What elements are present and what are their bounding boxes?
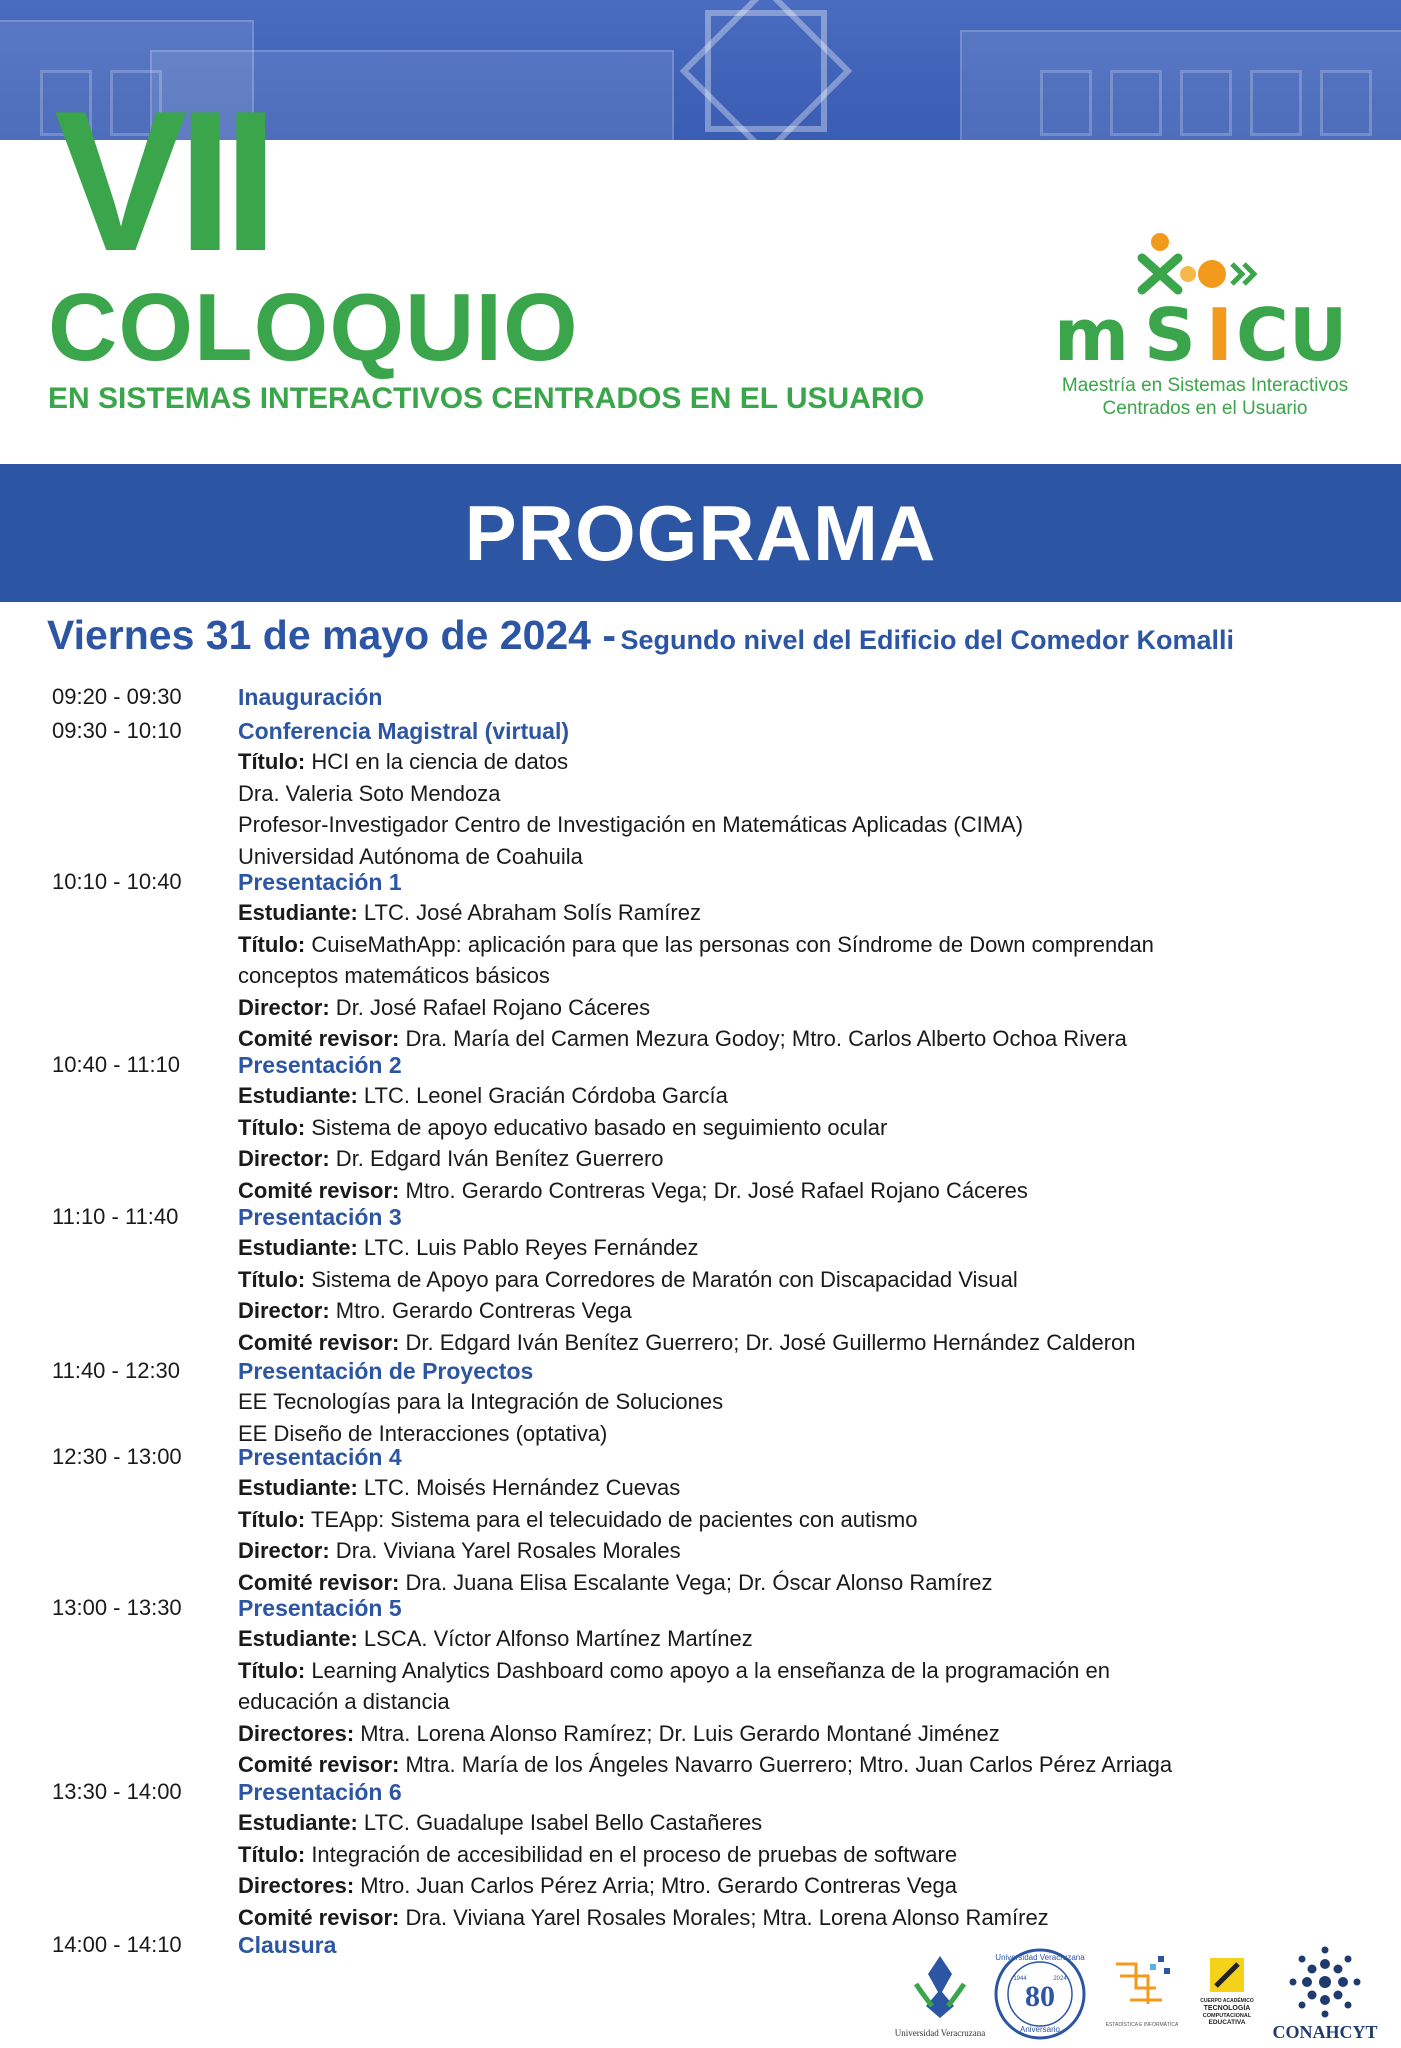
detail-label: Directores:: [238, 1720, 355, 1746]
schedule-detail-line: [238, 1688, 450, 1716]
schedule-time: 13:00 - 13:30: [52, 1595, 182, 1620]
detail-text: Integración de accesibilidad en el proceso de pruebas de software: [305, 1841, 958, 1867]
detail-text: Mtra. María de los Ángeles Navarro Guerrero; Mtro. Juan Carlos Pérez Arriaga: [399, 1752, 1173, 1777]
detail-label: Comité revisor:: [238, 1026, 400, 1051]
schedule-detail-line: [238, 1025, 1127, 1053]
svg-text:I: I: [1206, 293, 1233, 377]
schedule-detail-line: [238, 1841, 957, 1869]
svg-text:S: S: [1144, 293, 1196, 377]
detail-text: Mtro. Gerardo Contreras Vega: [329, 1298, 632, 1324]
detail-label: Directores:: [238, 1873, 355, 1899]
fei-logo-text: ESTADÍSTICA E INFORMÁTICA: [1105, 2022, 1179, 2028]
schedule-session-title: Clausura: [238, 1932, 337, 1958]
detail-label: Comité revisor:: [238, 1904, 400, 1930]
event-title: COLOQUIO: [48, 274, 579, 381]
detail-text: conceptos matemáticos básicos: [238, 963, 550, 989]
detail-label: Título:: [238, 1266, 306, 1292]
schedule-detail-line: [238, 1625, 753, 1653]
detail-label: Estudiante:: [238, 1810, 358, 1836]
detail-text: Learning Analytics Dashboard como apoyo a la enseñanza de la programación en: [305, 1657, 1110, 1683]
schedule-detail-line: [238, 811, 1023, 839]
sponsor-logos: [880, 1944, 1390, 2044]
ca-line3: COMPUTACIONAL: [1202, 2013, 1252, 2019]
detail-text: Dr. Edgard Iván Benítez Guerrero; Dr. José Guillermo Hernández Calderon: [399, 1329, 1136, 1355]
detail-text: EE Diseño de Interacciones (optativa): [238, 1420, 608, 1446]
schedule-detail-line: [238, 1329, 1136, 1357]
schedule-detail-line: [238, 1114, 887, 1142]
detail-label: Estudiante:: [238, 900, 358, 926]
schedule-detail-line: [238, 1266, 1018, 1294]
ca-tce-logo-icon: [1200, 1958, 1254, 2026]
logo-caption-line2: Centrados en el Usuario: [1102, 398, 1308, 419]
schedule-time: 09:20 - 09:30: [52, 684, 182, 709]
fei-logo-icon: [1106, 1954, 1179, 2028]
uv-logo-icon: [895, 1956, 986, 2038]
conahcyt-logo-icon: [1272, 1947, 1377, 2043]
schedule-detail-line: [238, 748, 568, 776]
schedule-session-title: Presentación 1: [238, 869, 402, 895]
event-location: Segundo nivel del Edificio del Comedor Komalli: [620, 625, 1235, 655]
schedule-session-title: Presentación 3: [238, 1204, 402, 1230]
detail-text: Sistema de Apoyo para Corredores de Maratón con Discapacidad Visual: [305, 1266, 1018, 1292]
schedule-detail-line: [238, 1904, 1049, 1932]
anniv-year-start: 1944: [1013, 1976, 1027, 1982]
anniv-year-end: 2024: [1053, 1976, 1067, 1982]
anniv-top-text: Universidad Veracruzana: [995, 1953, 1085, 1962]
detail-label: Director:: [238, 1146, 330, 1172]
detail-label: Título:: [238, 1114, 306, 1140]
schedule-time: 14:00 - 14:10: [52, 1932, 182, 1957]
anniv-number: 80: [1025, 1980, 1055, 2013]
schedule-session-title: Presentación 2: [238, 1052, 402, 1078]
detail-text: Profesor-Investigador Centro de Investigación en Matemáticas Aplicadas (CIMA): [238, 812, 1024, 838]
detail-text: LTC. Moisés Hernández Cuevas: [357, 1475, 681, 1501]
schedule-detail-line: [238, 1297, 632, 1325]
schedule-detail-line: [238, 962, 550, 990]
schedule-time: 13:30 - 14:00: [52, 1779, 182, 1804]
schedule-session-title: Presentación 4: [238, 1444, 402, 1470]
detail-label: Estudiante:: [238, 1083, 358, 1109]
detail-label: Título:: [238, 931, 306, 957]
detail-text: Mtro. Juan Carlos Pérez Arria; Mtro. Gerardo Contreras Vega: [354, 1873, 957, 1899]
svg-text:m: m: [1054, 293, 1134, 377]
detail-label: Título:: [238, 1657, 306, 1683]
detail-label: Título:: [238, 1841, 306, 1867]
schedule-detail-line: [238, 1145, 664, 1173]
detail-text: TEApp: Sistema para el telecuidado de pacientes con autismo: [305, 1506, 918, 1532]
detail-text: educación a distancia: [238, 1689, 450, 1715]
schedule-time: 11:10 - 11:40: [52, 1204, 179, 1229]
detail-label: Estudiante:: [238, 1235, 358, 1261]
detail-text: LTC. Guadalupe Isabel Bello Castañeres: [357, 1810, 763, 1836]
event-edition-roman: VII: [54, 70, 269, 293]
schedule-detail-line: [238, 1234, 699, 1262]
schedule-session-title: Presentación de Proyectos: [238, 1358, 534, 1384]
svg-text:CU: CU: [1236, 293, 1348, 377]
conahcyt-text: CONAHCYT: [1272, 2022, 1378, 2042]
schedule-time: 12:30 - 13:00: [52, 1444, 182, 1469]
detail-text: CuiseMathApp: aplicación para que las personas con Síndrome de Down comprendan: [305, 931, 1154, 957]
schedule-session-title: Presentación 5: [238, 1595, 402, 1621]
detail-text: Dra. Juana Elisa Escalante Vega; Dr. Óscar Alonso Ramírez: [399, 1569, 993, 1595]
schedule-detail-line: [238, 931, 1154, 959]
schedule-detail-line: [238, 1809, 762, 1837]
schedule-detail-line: [238, 1751, 1172, 1779]
detail-label: Comité revisor:: [238, 1752, 400, 1777]
schedule-detail-line: [238, 1177, 1028, 1205]
detail-label: Director:: [238, 994, 330, 1020]
schedule-session-title: Inauguración: [238, 684, 383, 710]
detail-text: EE Tecnologías para la Integración de Soluciones: [238, 1389, 724, 1415]
detail-label: Director:: [238, 1538, 330, 1564]
detail-label: Comité revisor:: [238, 1177, 400, 1203]
event-date-line: [47, 612, 1234, 659]
detail-label: Título:: [238, 749, 306, 775]
schedule-time: 10:10 - 10:40: [52, 869, 182, 894]
schedule-detail-line: [238, 1388, 723, 1416]
event-subtitle: EN SISTEMAS INTERACTIVOS CENTRADOS EN EL USUARIO: [48, 382, 925, 415]
ca-line1: CUERPO ACADÉMICO: [1200, 1998, 1254, 2004]
schedule-time: 10:40 - 11:10: [52, 1052, 181, 1077]
detail-label: Comité revisor:: [238, 1569, 400, 1595]
detail-text: Mtra. Lorena Alonso Ramírez; Dr. Luis Gerardo Montané Jiménez: [354, 1720, 1000, 1746]
detail-text: LTC. Luis Pablo Reyes Fernández: [357, 1235, 699, 1261]
detail-text: Universidad Autónoma de Coahuila: [238, 843, 583, 869]
detail-label: Título:: [238, 1506, 306, 1532]
schedule-detail-line: [238, 1474, 680, 1502]
detail-label: Director:: [238, 1298, 330, 1324]
schedule-detail-line: [238, 1872, 957, 1900]
schedule-session-title: Conferencia Magistral (virtual): [238, 718, 570, 744]
schedule-detail-line: [238, 994, 650, 1022]
schedule-detail-line: [238, 1537, 681, 1565]
detail-text: Dra. Viviana Yarel Rosales Morales: [329, 1538, 681, 1564]
schedule-detail-line: [238, 843, 583, 871]
detail-text: LTC. Leonel Gracián Córdoba García: [357, 1083, 728, 1109]
detail-label: Estudiante:: [238, 1626, 358, 1652]
anniversary-80-icon: [995, 1950, 1085, 2038]
detail-text: Dra. Viviana Yarel Rosales Morales; Mtra. Lorena Alonso Ramírez: [399, 1904, 1049, 1930]
ca-line4: EDUCATIVA: [1208, 2019, 1246, 2026]
logo-caption-line1: Maestría en Sistemas Interactivos: [1061, 375, 1349, 396]
schedule-detail-line: [238, 1569, 992, 1597]
detail-text: Dr. José Rafael Rojano Cáceres: [329, 994, 651, 1020]
detail-text: Dra. María del Carmen Mezura Godoy; Mtro. Carlos Alberto Ochoa Rivera: [399, 1026, 1127, 1051]
schedule-time: 09:30 - 10:10: [52, 718, 182, 743]
schedule-detail-line: [238, 899, 701, 927]
detail-text: Sistema de apoyo educativo basado en seguimiento ocular: [305, 1114, 888, 1140]
event-date: Viernes 31 de mayo de 2024 -: [47, 612, 617, 658]
uv-logo-text: Universidad Veracruzana: [894, 2028, 986, 2038]
detail-text: Dr. Edgard Iván Benítez Guerrero: [329, 1146, 664, 1172]
detail-text: LTC. José Abraham Solís Ramírez: [357, 900, 701, 926]
detail-text: LSCA. Víctor Alfonso Martínez Martínez: [357, 1626, 753, 1652]
schedule-session-title: Presentación 6: [238, 1779, 402, 1805]
detail-label: Comité revisor:: [238, 1329, 400, 1355]
schedule-detail-line: [238, 1657, 1110, 1685]
detail-text: Dra. Valeria Soto Mendoza: [238, 780, 501, 806]
detail-text: Mtro. Gerardo Contreras Vega; Dr. José Rafael Rojano Cáceres: [399, 1177, 1028, 1203]
msicu-logo-caption: [1040, 374, 1370, 420]
schedule-time: 11:40 - 12:30: [52, 1358, 181, 1383]
programa-heading: PROGRAMA: [464, 489, 937, 577]
schedule-detail-line: [238, 1506, 918, 1534]
detail-label: Estudiante:: [238, 1475, 358, 1501]
detail-text: HCI en la ciencia de datos: [305, 749, 569, 775]
schedule-detail-line: [238, 780, 501, 808]
schedule-detail-line: [238, 1082, 728, 1110]
ca-line2: TECNOLOGÍA: [1203, 2005, 1251, 2012]
anniv-bottom-text: Aniversario: [1019, 2025, 1061, 2034]
schedule-detail-line: [238, 1720, 1000, 1748]
